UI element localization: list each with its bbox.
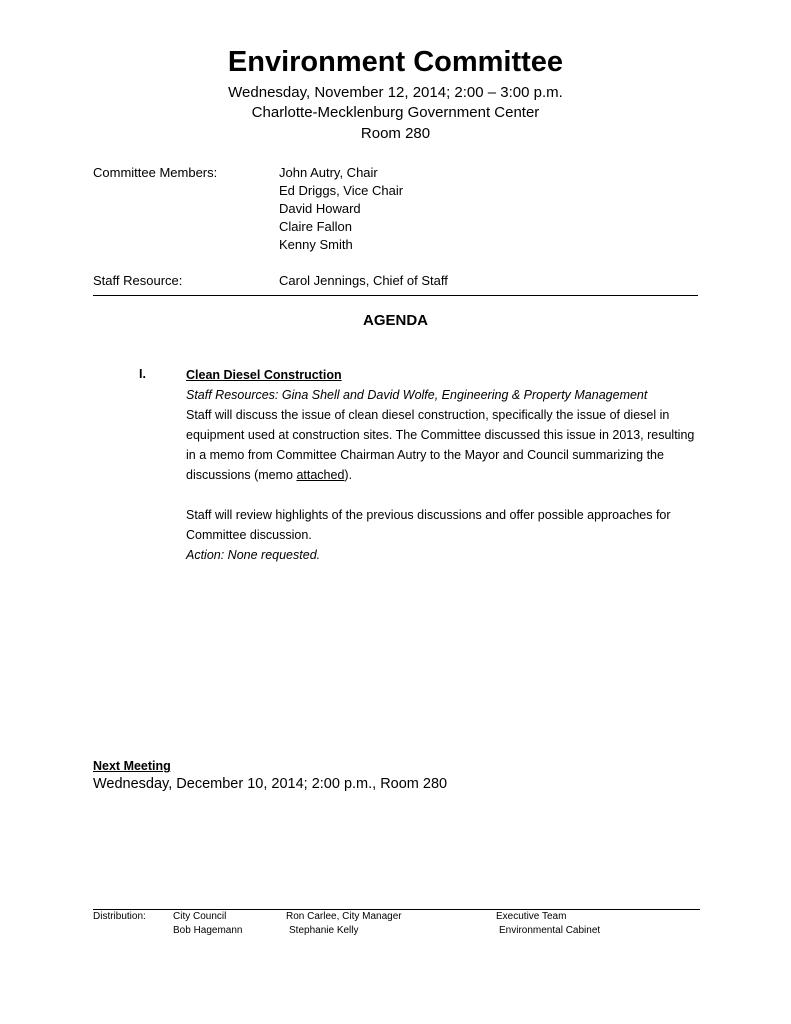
agenda-item-paragraph-2: Staff will review highlights of the previous discussions and offer possible approaches for Committee discussion. bbox=[186, 508, 671, 542]
meeting-room: Room 280 bbox=[360, 125, 431, 142]
meeting-date: Wednesday, November 12, 2014; 2:00 – 3:00 p.m. bbox=[228, 84, 563, 101]
member-item: David Howard bbox=[279, 201, 361, 216]
header-divider bbox=[93, 295, 698, 296]
committee-members-list bbox=[279, 164, 403, 254]
staff-resource-value: Carol Jennings, Chief of Staff bbox=[279, 273, 448, 288]
meeting-location: Charlotte-Mecklenburg Government Center bbox=[251, 104, 540, 121]
distribution-entry: City Council bbox=[173, 911, 227, 922]
distribution-col-1 bbox=[173, 910, 243, 938]
distribution-entry: Ron Carlee, City Manager bbox=[286, 911, 402, 922]
agenda-item-action: Action: None requested. bbox=[186, 548, 321, 562]
member-item: Claire Fallon bbox=[279, 219, 352, 234]
agenda-item-resources: Staff Resources: Gina Shell and David Wolfe, Engineering & Property Management bbox=[186, 388, 648, 402]
agenda-heading: AGENDA bbox=[362, 312, 428, 329]
memo-attached-link[interactable]: attached bbox=[296, 468, 345, 482]
distribution-entry: Executive Team bbox=[496, 911, 567, 922]
agenda-item-number: I. bbox=[139, 367, 146, 381]
distribution-label: Distribution: bbox=[93, 911, 146, 922]
distribution-entry: Environmental Cabinet bbox=[499, 925, 601, 936]
staff-resource-label: Staff Resource: bbox=[93, 273, 183, 288]
next-meeting-heading: Next Meeting bbox=[93, 759, 171, 773]
distribution-col-3 bbox=[496, 910, 600, 938]
member-item: Ed Driggs, Vice Chair bbox=[279, 183, 404, 198]
member-item: Kenny Smith bbox=[279, 237, 353, 252]
paragraph-text-end: ). bbox=[344, 468, 353, 482]
next-meeting-text: Wednesday, December 10, 2014; 2:00 p.m., Room 280 bbox=[93, 776, 448, 792]
page-title: Environment Committee bbox=[227, 46, 564, 78]
agenda-item-title: Clean Diesel Construction bbox=[186, 368, 342, 382]
member-item: John Autry, Chair bbox=[279, 165, 378, 180]
distribution-entry: Bob Hagemann bbox=[173, 925, 243, 936]
distribution-entry: Stephanie Kelly bbox=[289, 925, 359, 936]
paragraph-text: Staff will discuss the issue of clean diesel construction, specifically the issue of diesel in equipment used at construction sites. The Committee discussed this issue in 2013, resulting in a memo from Committee Chairman Autry to the Mayor and Council summarizing the discussions (memo bbox=[186, 408, 695, 482]
committee-members-label: Committee Members: bbox=[93, 165, 218, 180]
distribution-col-2 bbox=[286, 910, 402, 938]
agenda-item-paragraph bbox=[186, 405, 706, 485]
agenda-item bbox=[186, 365, 706, 565]
